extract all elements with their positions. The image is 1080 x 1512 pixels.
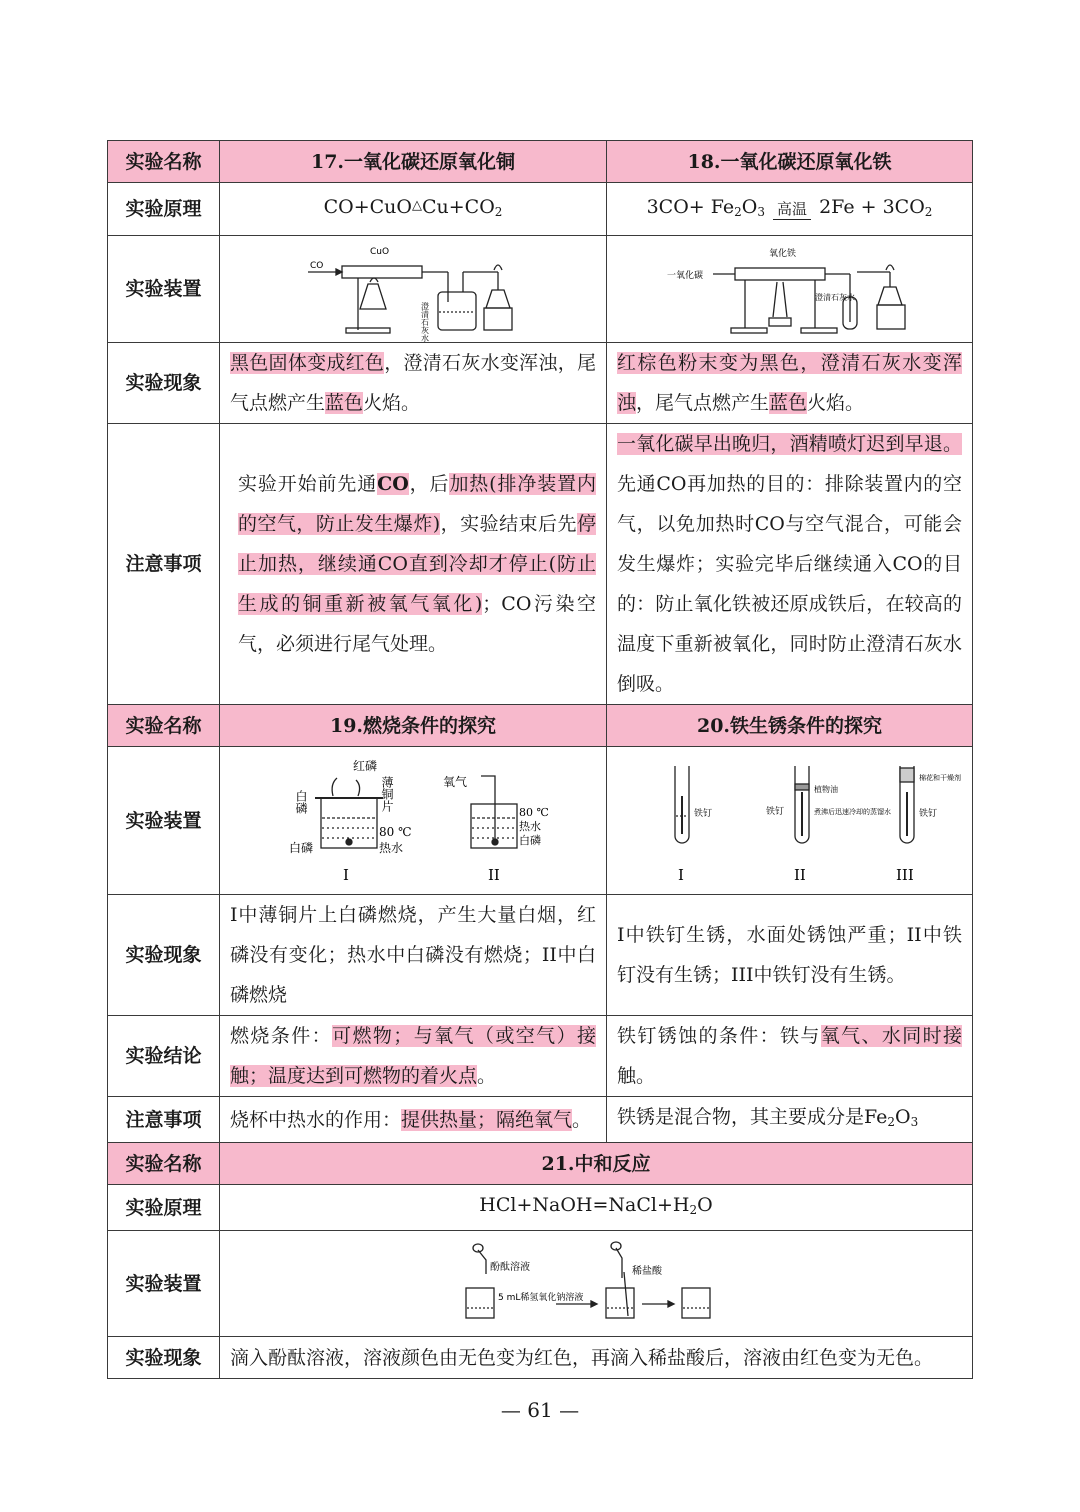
exp20-apparatus [607, 747, 973, 895]
label-hot-water-1: 热水 [379, 840, 404, 855]
eq18-mid: O [741, 195, 758, 218]
label-co-gas: 一氧化碳 [666, 270, 703, 281]
label-dilute-hcl: 稀盐酸 [632, 1265, 662, 1277]
exp19-phenomenon: I中薄铜片上白磷燃烧，产生大量白烟，红磷没有变化；热水中白磷没有燃烧；II中白磷燃烧 [220, 895, 607, 1016]
exp17-title: 17.一氧化碳还原氧化铜 [220, 141, 607, 183]
eq17-right: Cu+CO [421, 196, 495, 218]
label-boiled-water: 煮沸后迅速冷却的蒸馏水 [813, 807, 891, 816]
eq18-left: 3CO+ Fe [646, 195, 735, 218]
label-lime-water: 澄清石灰水 [420, 301, 430, 342]
exp18-apparatus [607, 236, 973, 343]
row-label-notes: 注意事项 [108, 424, 220, 705]
label-nail-3: 铁钉 [918, 808, 937, 819]
eq17-sub: 2 [494, 205, 503, 219]
eq17-left: CO+CuO [323, 196, 412, 218]
row-label-notes-2: 注意事项 [108, 1097, 220, 1143]
label-cotton-desiccant: 棉花和干燥剂 [918, 773, 961, 782]
label-naoh-solution: 5 mL稀氢氧化钠溶液 [498, 1292, 584, 1303]
label-lime-water-2: 澄清石灰水 [814, 292, 855, 302]
label-copper-sheet: 薄铜片 [380, 775, 394, 812]
exp19-title: 19.燃烧条件的探究 [220, 705, 607, 747]
row-label-name-2: 实验名称 [108, 705, 220, 747]
label-white-phosphorus-bottom: 白磷 [289, 840, 314, 855]
exp18-phenomenon: 红棕色粉末变为黑色，澄清石灰水变浑浊，尾气点燃产生蓝色火焰。 [607, 343, 973, 424]
label-temp-2: 80 ℃ [519, 805, 549, 819]
iron-rust-apparatus-icon [630, 756, 961, 886]
exp20-phenomenon: I中铁钉生锈，水面处锈蚀严重；II中铁钉没有生锈；III中铁钉没有生锈。 [607, 895, 973, 1016]
exp17-notes: 实验开始前先通CO，后加热(排净装置内的空气，防止发生爆炸)，实验结束后先停止加热，继续通CO直到冷却才停止(防止生成的铜重新被氧气氧化)；CO污染空气，必须进行尾气处理。 [220, 424, 607, 705]
exp17-apparatus [220, 236, 607, 343]
co-reduce-fe2o3-apparatus-icon [665, 242, 915, 337]
exp20-conclusion: 铁钉锈蚀的条件：铁与氧气、水同时接触。 [607, 1016, 973, 1097]
exp21-phenomenon: 滴入酚酞溶液，溶液颜色由无色变为红色，再滴入稀盐酸后，溶液由红色变为无色。 [220, 1337, 973, 1379]
page-number: — 61 — [500, 1398, 580, 1422]
experiment-table [107, 140, 973, 1379]
row-label-phenomenon: 实验现象 [108, 343, 220, 424]
label-hot-water-2: 热水 [519, 819, 541, 833]
row-label-apparatus-3: 实验装置 [108, 1231, 220, 1337]
row-label-apparatus: 实验装置 [108, 236, 220, 343]
exp21-equation: $HCl+NaOH=NaCl+H_2O$ [220, 1185, 973, 1231]
eq18-sub-a: 2 [734, 204, 742, 219]
exp19-notes: 烧杯中热水的作用：提供热量；隔绝氧气。 [220, 1097, 607, 1143]
label-fig-i: I [343, 865, 349, 884]
exp17-phenomenon: 黑色固体变成红色，澄清石灰水变浑浊，尾气点燃产生蓝色火焰。 [220, 343, 607, 424]
eq18-right: 2Fe + 3CO [819, 195, 925, 218]
exp19-conclusion: 燃烧条件：可燃物；与氧气（或空气）接触；温度达到可燃物的着火点。 [220, 1016, 607, 1097]
label-oil: 植物油 [813, 784, 838, 794]
eq18-condition: 高温 [773, 202, 811, 232]
exp17-equation [220, 183, 607, 236]
label-co-inlet: CO [310, 260, 324, 271]
row-label-apparatus-2: 实验装置 [108, 747, 220, 895]
label-fig-ii: II [488, 865, 500, 884]
label-temp-1: 80 ℃ [379, 824, 412, 839]
eq18-sub-b: 3 [757, 204, 765, 219]
label-nail-2: 铁钉 [765, 806, 784, 817]
label-white-phosphorus-2: 白磷 [519, 833, 541, 847]
label-nail-1: 铁钉 [693, 808, 712, 819]
exp18-notes: 一氧化碳早出晚归，酒精喷灯迟到早退。先通CO再加热的目的：排除装置内的空气，以免加热时CO与空气混合，可能会发生爆炸；实验完毕后继续通入CO的目的：防止氧化铁被还原成铁后，在较高的温度下重新被氧化，同时防止澄清石灰水倒吸。 [607, 424, 973, 705]
exp21-title: 21.中和反应 [220, 1143, 973, 1185]
row-label-phenomenon-3: 实验现象 [108, 1337, 220, 1379]
label-fig-20-ii: II [793, 865, 806, 884]
co-reduce-cuo-apparatus-icon [298, 242, 528, 342]
exp20-notes: 铁锈是混合物，其主要成分是$Fe_2O_3$ [607, 1097, 973, 1143]
eq17-condition: △ [411, 198, 422, 213]
label-fig-20-iii: III [895, 865, 914, 884]
label-phenolphthalein: 酚酞溶液 [490, 1261, 530, 1273]
row-label-conclusion: 实验结论 [108, 1016, 220, 1097]
label-fe2o3: 氧化铁 [768, 248, 796, 259]
row-label-phenomenon-2: 实验现象 [108, 895, 220, 1016]
exp20-title: 20.铁生锈条件的探究 [607, 705, 973, 747]
row-label-principle: 实验原理 [108, 183, 220, 236]
row-label-name-3: 实验名称 [108, 1143, 220, 1185]
exp21-apparatus [220, 1231, 973, 1337]
row-label-principle-2: 实验原理 [108, 1185, 220, 1231]
label-white-phosphorus-top: 白磷 [294, 789, 308, 814]
label-cuo: CuO [370, 246, 390, 257]
label-oxygen: 氧气 [443, 774, 468, 789]
exp18-title: 18.一氧化碳还原氧化铁 [607, 141, 973, 183]
eq18-sub-c: 2 [924, 204, 933, 219]
row-label-name: 实验名称 [108, 141, 220, 183]
label-red-phosphorus: 红磷 [353, 758, 378, 773]
combustion-conditions-apparatus-icon [283, 756, 549, 886]
neutralization-apparatus-icon [456, 1238, 736, 1330]
label-fig-20-i: I [677, 865, 684, 884]
exp18-equation [607, 183, 973, 236]
exp19-apparatus [220, 747, 607, 895]
